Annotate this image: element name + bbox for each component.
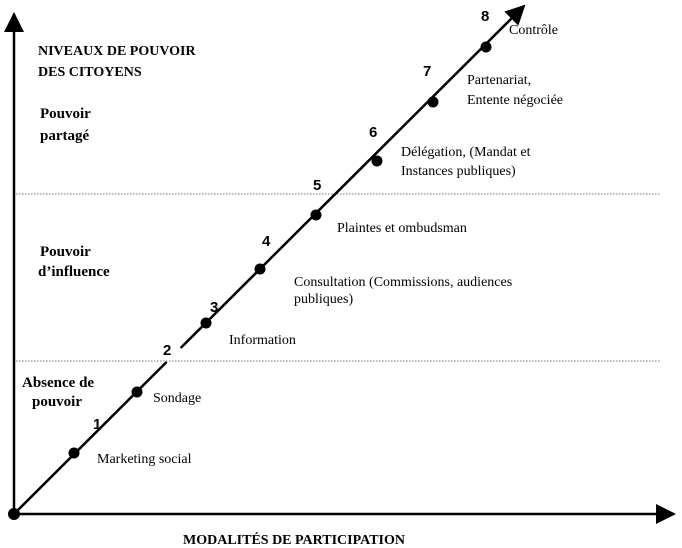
zone-label-none bbox=[22, 375, 98, 410]
step-4-label bbox=[294, 275, 516, 307]
step-4-number: 4 bbox=[262, 233, 271, 250]
step-5-dot bbox=[311, 210, 322, 221]
step-6-label bbox=[401, 145, 534, 179]
step-7-dot bbox=[428, 97, 439, 108]
step-4-label-line-2: publiques) bbox=[294, 292, 354, 307]
step-7-label bbox=[467, 73, 563, 108]
y-axis-title-line-1: NIVEAUX DE POUVOIR bbox=[38, 44, 196, 59]
step-7-label-line-1: Partenariat, bbox=[467, 73, 532, 88]
y-axis-title bbox=[38, 44, 199, 80]
step-8-label: Contrôle bbox=[509, 23, 558, 38]
step-2-dot bbox=[132, 387, 143, 398]
step-5-label: Plaintes et ombudsman bbox=[337, 221, 467, 236]
step-6-dot bbox=[372, 156, 383, 167]
step-7-number: 7 bbox=[423, 63, 432, 80]
step-3-label: Information bbox=[229, 333, 296, 348]
step-1-number: 1 bbox=[93, 416, 102, 433]
zone-label-shared-line-1: Pouvoir bbox=[40, 106, 91, 122]
step-1-label: Marketing social bbox=[97, 452, 192, 467]
step-8-number: 8 bbox=[481, 8, 490, 25]
ladder-line bbox=[14, 6, 524, 514]
step-7-label-line-2: Entente négociée bbox=[467, 93, 564, 108]
zone-label-shared bbox=[40, 106, 94, 144]
step-8-dot bbox=[481, 42, 492, 53]
step-4-label-line-1: Consultation (Commissions, audiences bbox=[294, 275, 513, 290]
step-3-number: 3 bbox=[210, 299, 219, 316]
step-3-dot bbox=[201, 318, 212, 329]
step-6-number: 6 bbox=[369, 124, 378, 141]
step-6-label-line-1: Délégation, (Mandat et bbox=[401, 145, 531, 160]
step-5-number: 5 bbox=[313, 177, 322, 194]
y-axis-title-line-2: DES CITOYENS bbox=[38, 65, 142, 80]
step-2-number: 2 bbox=[163, 342, 172, 359]
zone-label-none-line-2: pouvoir bbox=[32, 394, 83, 410]
step-2-label: Sondage bbox=[153, 391, 202, 406]
zone-label-influence-line-2: d’influence bbox=[38, 264, 110, 280]
zone-label-influence-line-1: Pouvoir bbox=[40, 244, 91, 260]
x-axis-title: MODALITÉS DE PARTICIPATION bbox=[183, 533, 405, 548]
zone-label-none-line-1: Absence de bbox=[22, 375, 95, 391]
step-6-label-line-2: Instances publiques) bbox=[401, 164, 516, 179]
step-1-dot bbox=[69, 448, 80, 459]
zone-label-influence bbox=[38, 244, 110, 280]
zone-label-shared-line-2: partagé bbox=[40, 128, 90, 144]
step-4-dot bbox=[255, 264, 266, 275]
